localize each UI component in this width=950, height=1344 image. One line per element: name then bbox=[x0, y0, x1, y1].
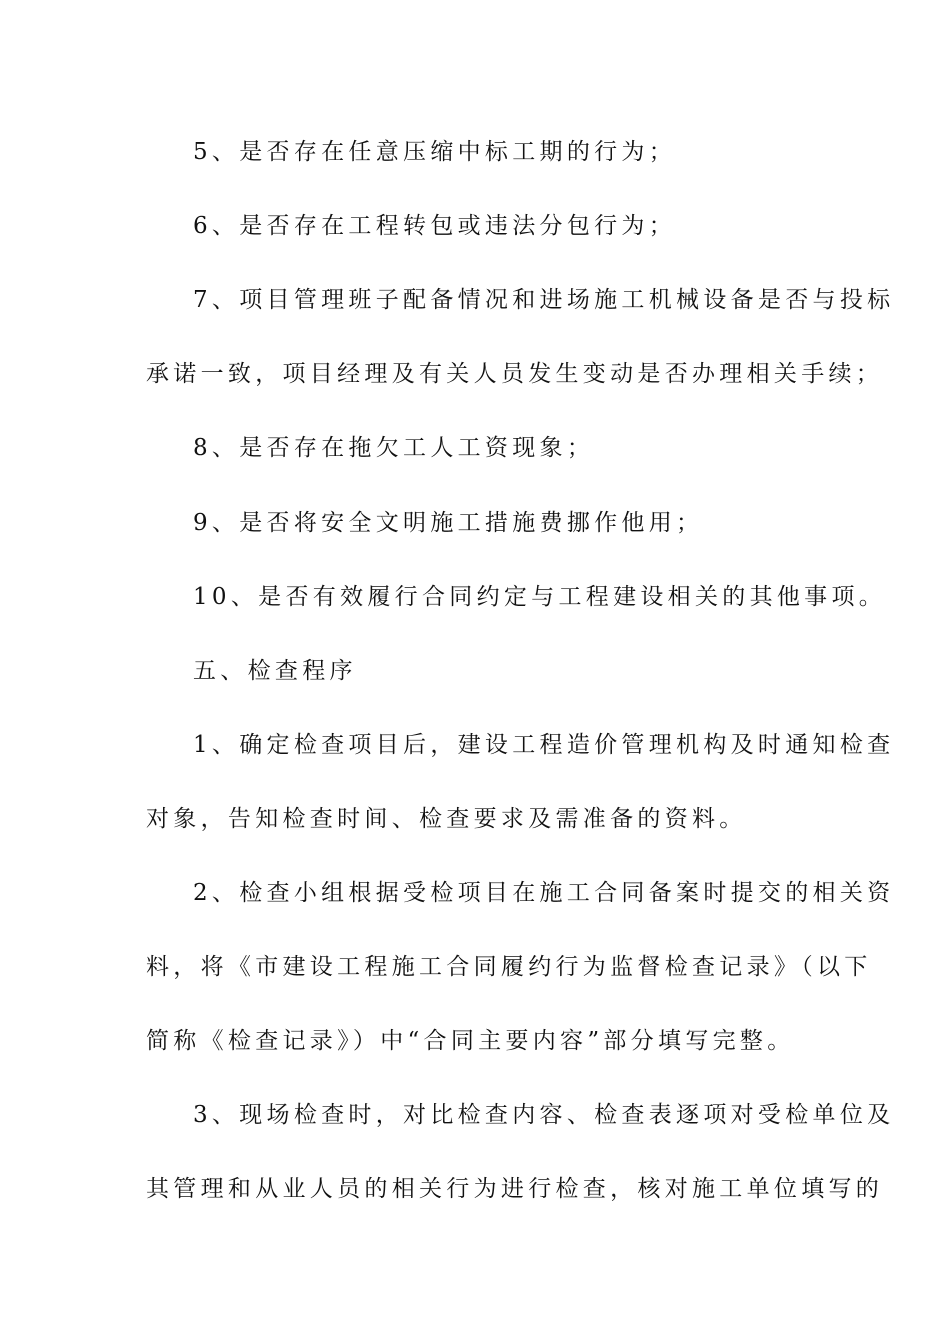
procedure-2-line-2: 料，将《市建设工程施工合同履约行为监督检查记录》（以下 bbox=[146, 954, 872, 980]
procedure-2-line-1: 2、检查小组根据受检项目在施工合同备案时提交的相关资 bbox=[193, 880, 895, 906]
procedure-3-line-2: 其管理和从业人员的相关行为进行检查，核对施工单位填写的 bbox=[146, 1176, 884, 1202]
check-item-8: 8、是否存在拖欠工人工资现象； bbox=[193, 435, 595, 461]
section-heading-5: 五、检查程序 bbox=[193, 658, 357, 684]
check-item-6: 6、是否存在工程转包或违法分包行为； bbox=[193, 213, 677, 239]
check-item-10: 10、是否有效履行合同约定与工程建设相关的其他事项。 bbox=[193, 584, 887, 610]
check-item-9: 9、是否将安全文明施工措施费挪作他用； bbox=[193, 510, 704, 536]
procedure-3-line-1: 3、现场检查时，对比检查内容、检查表逐项对受检单位及 bbox=[193, 1102, 895, 1128]
check-item-7-line-1: 7、项目管理班子配备情况和进场施工机械设备是否与投标 bbox=[193, 287, 895, 313]
procedure-1-line-2: 对象，告知检查时间、检查要求及需准备的资料。 bbox=[146, 806, 747, 832]
procedure-1-line-1: 1、确定检查项目后，建设工程造价管理机构及时通知检查 bbox=[193, 732, 895, 758]
procedure-2-line-3: 简称《检查记录》）中“合同主要内容”部分填写完整。 bbox=[146, 1028, 795, 1054]
check-item-7-line-2: 承诺一致，项目经理及有关人员发生变动是否办理相关手续； bbox=[146, 361, 884, 387]
check-item-5: 5、是否存在任意压缩中标工期的行为； bbox=[193, 139, 677, 165]
